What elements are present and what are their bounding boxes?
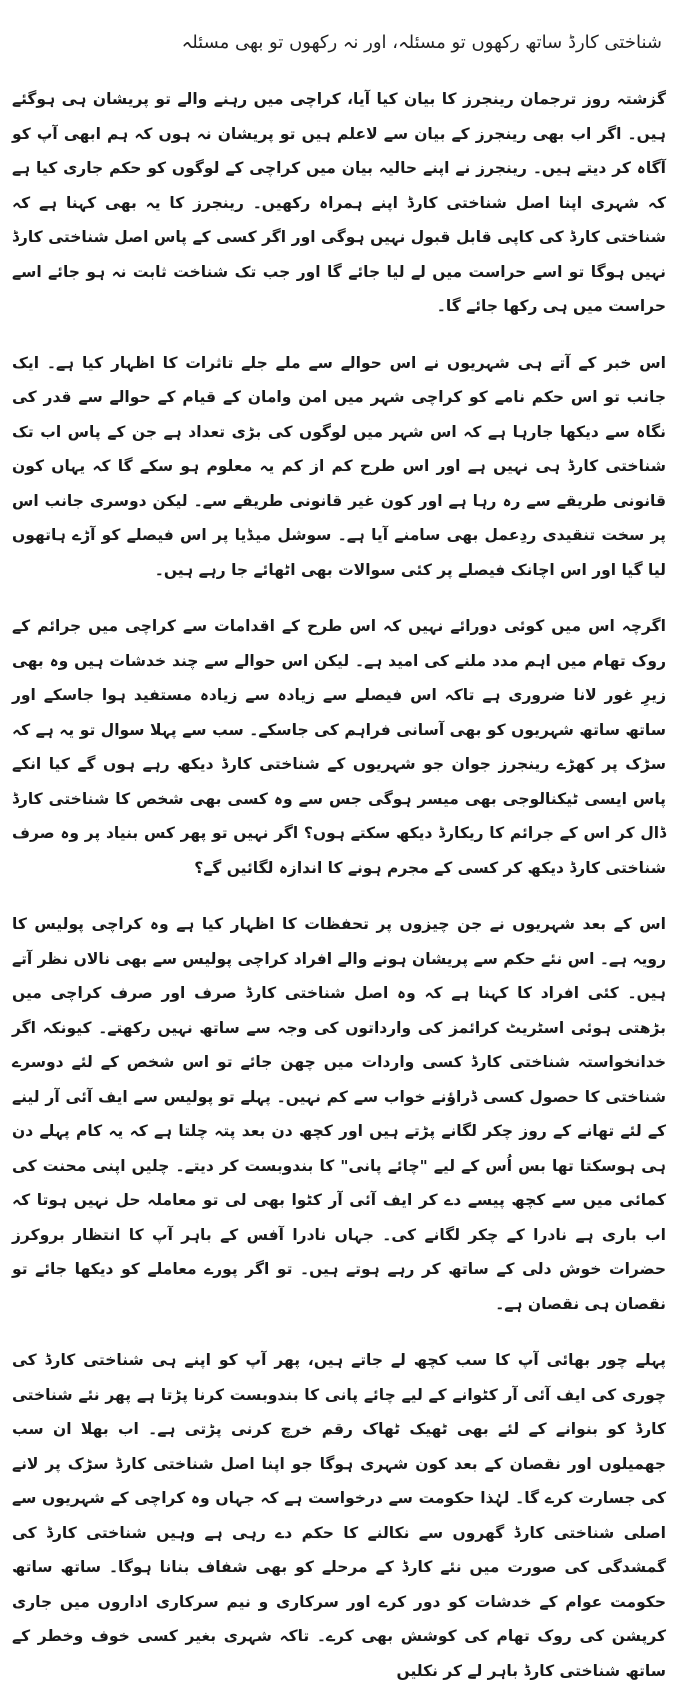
article-paragraph-4: اس کے بعد شہریوں نے جن چیزوں پر تحفظات کا اظہار کیا ہے وہ کراچی پولیس کا رویہ ہے۔ اس نئے حکم سے پریشان ہونے والے افراد کراچی پولیس سے بھی نالاں نظر آتے ہیں۔ کئی افراد کا کہنا ہے کہ وہ اصل شناختی کارڈ صرف اور صرف کراچی میں بڑھتی ہوئی اسٹریٹ کرائمز کی وارداتوں کی وجہ سے ساتھ نہیں رکھتے۔ کیونکہ اگر خدانخواستہ شناختی کارڈ کسی واردات میں چھن جائے تو اس شخص کے لئے دوسرے شناختی کا حصول کسی ڈراؤنے خواب سے کم نہیں۔ پہلے تو پولیس سے ایف آئی آر لینے کے لئے تھانے کے روز چکر لگانے پڑتے ہیں اور کچھ دن بعد پتہ چلتا ہے کہ یہ کام پہلے دن ہی ہوسکتا تھا بس اُس کے لیے "چائے پانی" کا بندوبست کر دیتے۔ چلیں اپنی محنت کی کمائی میں سے کچھ پیسے دے کر ایف آئی آر کٹوا بھی لی تو معاملہ حل نہیں ہوتا کہ اب باری ہے نادرا کے چکر لگانے کی۔ جہاں نادرا آفس کے باہر آپ کا انتظار بروکرز حضرات خوش دلی کے ساتھ کر رہے ہوتے ہیں۔ تو اگر پورے معاملے کو دیکھا جائے تو نقصان ہی نقصان ہے۔: [12, 915, 666, 1313]
article-title: شناختی کارڈ ساتھ رکھوں تو مسئلہ، اور نہ رکھوں تو بھی مسئلہ: [181, 32, 662, 53]
article-paragraph-1: گزشتہ روز ترجمان رینجرز کا بیان کیا آیا، کراچی میں رہنے والے تو پریشان ہی ہوگئے ہیں۔ اگر اب بھی رینجرز کے بیان سے لاعلم ہیں تو پریشان نہ ہوں کہ ہم ابھی آپ کو آگاہ کر دیتے ہیں۔ رینجرز نے اپنے حالیہ بیان میں کراچی کے لوگوں کو حکم جاری کیا ہے کہ شہری اپنا اصل شناختی کارڈ اپنے ہمراہ رکھیں۔ رینجرز کا یہ بھی کہنا ہے کہ شناختی کارڈ کی کاپی قابل قبول نہیں ہوگی اور اگر کسی کے پاس اصل شناختی کارڈ نہیں ہوگا تو اسے حراست میں لے لیا جائے گا اور جب تک شناخت ثابت نہ ہو جائے اسے حراست میں ہی رکھا جائے گا۔: [12, 90, 666, 315]
article-paragraph-3: اگرچہ اس میں کوئی دورائے نہیں کہ اس طرح کے اقدامات سے کراچی میں جرائم کے روک تھام میں اہم مدد ملنے کی امید ہے۔ لیکن اس حوالے سے چند خدشات ہیں وہ بھی زیرِ غور لانا ضروری ہے تاکہ اس فیصلے سے زیادہ سے زیادہ مستفید ہوا جاسکے اور ساتھ ساتھ شہریوں کو بھی آسانی فراہم کی جاسکے۔ سب سے پہلا سوال تو یہ ہے کہ سڑک پر کھڑے رینجرز جوان جو شہریوں کے شناختی کارڈ دیکھ رہے ہوں گے کیا انکے پاس ایسی ٹیکنالوجی بھی میسر ہوگی جس سے وہ کسی بھی شخص کا شناختی کارڈ ڈال کر اس کے جرائم کا ریکارڈ دیکھ سکتے ہوں؟ اگر نہیں تو پھر کس بنیاد پر وہ صرف شناختی کارڈ دیکھ کر کسی کے مجرم ہونے کا اندازہ لگائیں گے؟: [12, 617, 666, 877]
article-paragraph-2: اس خبر کے آتے ہی شہریوں نے اس حوالے سے ملے جلے تاثرات کا اظہار کیا ہے۔ ایک جانب تو اس حکم نامے کو کراچی شہر میں امن وامان کے قیام کے حوالے سے قدر کی نگاہ سے دیکھا جارہا ہے کہ اس شہر میں لوگوں کی بڑی تعداد ہے جن کے پاس اب تک شناختی کارڈ ہی نہیں ہے اور اس طرح کم از کم یہ معلوم ہو سکے گا کہ یہاں کون قانونی طریقے سے رہ رہا ہے اور کون غیر قانونی طریقے سے۔ لیکن دوسری جانب اس پر سخت تنقیدی ردِعمل بھی سامنے آیا ہے۔ سوشل میڈیا پر اس فیصلے کو آڑے ہاتھوں لیا گیا اور اس اچانک فیصلے پر کئی سوالات بھی اٹھائے جا رہے ہیں۔: [12, 353, 666, 579]
article-paragraph-5: پہلے چور بھائی آپ کا سب کچھ لے جاتے ہیں، پھر آپ کو اپنے ہی شناختی کارڈ کی چوری کی ایف آئی آر کٹوانے کے لیے چائے پانی کا بندوبست کرنا پڑتا ہے پھر نئے شناختی کارڈ کو بنوانے کے لئے بھی ٹھیک ٹھاک رقم خرچ کرنی پڑتی ہے۔ اب بھلا ان سب جھمیلوں اور نقصان کے بعد کون شہری ہوگا جو اپنا اصل شناختی کارڈ سڑک پر لانے کی جسارت کرے گا۔ لہٰذا حکومت سے درخواست ہے کہ جہاں وہ کراچی کے شہریوں سے اصلی شناختی کارڈ گھروں سے نکالنے کا حکم دے رہی ہے وہیں شناختی کارڈ کی گمشدگی کی صورت میں نئے کارڈ کے مرحلے کو بھی شفاف بنانا ہوگا۔ ساتھ ساتھ حکومت عوام کے خدشات کو دور کرے اور سرکاری و نیم سرکاری اداروں میں جاری کرپشن کی روک تھام کی کوشش بھی کرے۔ تاکہ شہری بغیر کسی خوف وخطر کے ساتھ شناختی کارڈ باہر لے کر نکلیں: [12, 1351, 666, 1680]
